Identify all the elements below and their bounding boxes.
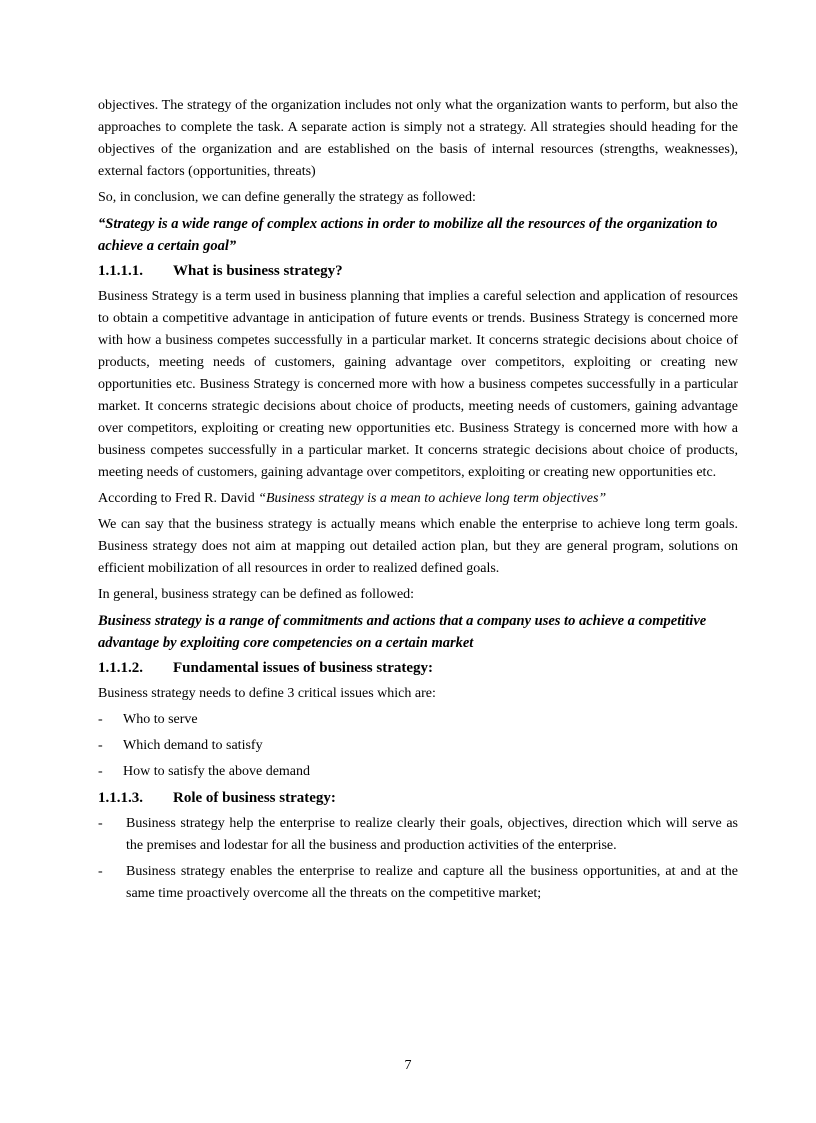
long-term-goals-paragraph: We can say that the business strategy is actually means which enable the enterprise to achieve long term goals. Business strategy does not aim at mapping out detailed action plan, but they are general program, solutions on efficient mobilization of all resources in order to realized defined goals. [98,517,738,576]
list-item: - Business strategy enables the enterprise to realize and capture all the business opportunities, at and at the same time proactively overcome all the threats on the competitive market; [98,861,738,905]
business-strategy-paragraph: Business Strategy is a term used in business planning that implies a careful selection and application of resources to obtain a competitive advantage in anticipation of future events or trends. Business Strategy is concerned more with how a business competes successfully in a particular market. It concerns strategic decisions about choice of products, meeting needs of customers, gaining advantage over competitors, exploiting or creating new opportunities etc. Business Strategy is concerned more with how a business competes successfully in a particular market. It concerns strategic decisions about choice of products, meeting needs of customers, gaining advantage over competitors, exploiting or creating new opportunities etc. Business Strategy is concerned more with how a business competes successfully in a particular market. It concerns strategic decisions about choice of products, meeting needs of customers, gaining advantage over competitors, exploiting or creating new opportunities etc. [98,289,738,480]
dash-marker: - [98,738,103,753]
according-line [98,488,738,510]
section-heading-fundamental-issues [98,657,738,679]
dash-marker: - [98,712,103,727]
issues-intro: Business strategy needs to define 3 critical issues which are: [98,686,436,701]
section-heading-role [98,787,738,809]
intro-conclusion: So, in conclusion, we can define generally the strategy as followed: [98,190,476,205]
list-item: - Business strategy help the enterprise to realize clearly their goals, objectives, direction which will serve as the premises and lodestar for all the business and production activities of the enterprise. [98,813,738,857]
general-definition-intro: In general, business strategy can be defined as followed: [98,587,415,602]
section-title: What is business strategy? [173,263,343,279]
according-prefix: According to Fred R. David [98,491,259,506]
page-number: 7 [404,1058,412,1073]
dash-marker: - [98,816,103,831]
section-title: Fundamental issues of business strategy: [173,660,434,676]
business-strategy-definition: Business strategy is a range of commitments and actions that a company uses to achieve a competitive advantage by exploiting core competencies on a certain market [98,613,707,651]
list-item: - Who to serve [98,709,738,731]
section-title: Role of business strategy: [173,790,336,806]
list-item: - Which demand to satisfy [98,735,738,757]
document-page [98,95,738,909]
section-number: 1.1.1.2. [98,660,143,676]
issues-list [98,709,738,783]
role-list [98,813,738,905]
list-item: - How to satisfy the above demand [98,761,738,783]
section-number: 1.1.1.1. [98,263,143,279]
section-heading-what-is [98,260,738,282]
section-number: 1.1.1.3. [98,790,143,806]
according-quote: “Business strategy is a mean to achieve long term objectives” [258,491,607,506]
strategy-definition: “Strategy is a wide range of complex actions in order to mobilize all the resources of the organization to achieve a certain goal” [98,216,718,254]
dash-marker: - [98,764,103,779]
dash-marker: - [98,864,103,879]
intro-paragraph: objectives. The strategy of the organization includes not only what the organization wants to perform, but also the approaches to complete the task. A separate action is simply not a strategy. All strategies should heading for the objectives of the organization and are established on the basis of internal resources (strengths, weaknesses), external factors (opportunities, threats) [98,98,738,179]
